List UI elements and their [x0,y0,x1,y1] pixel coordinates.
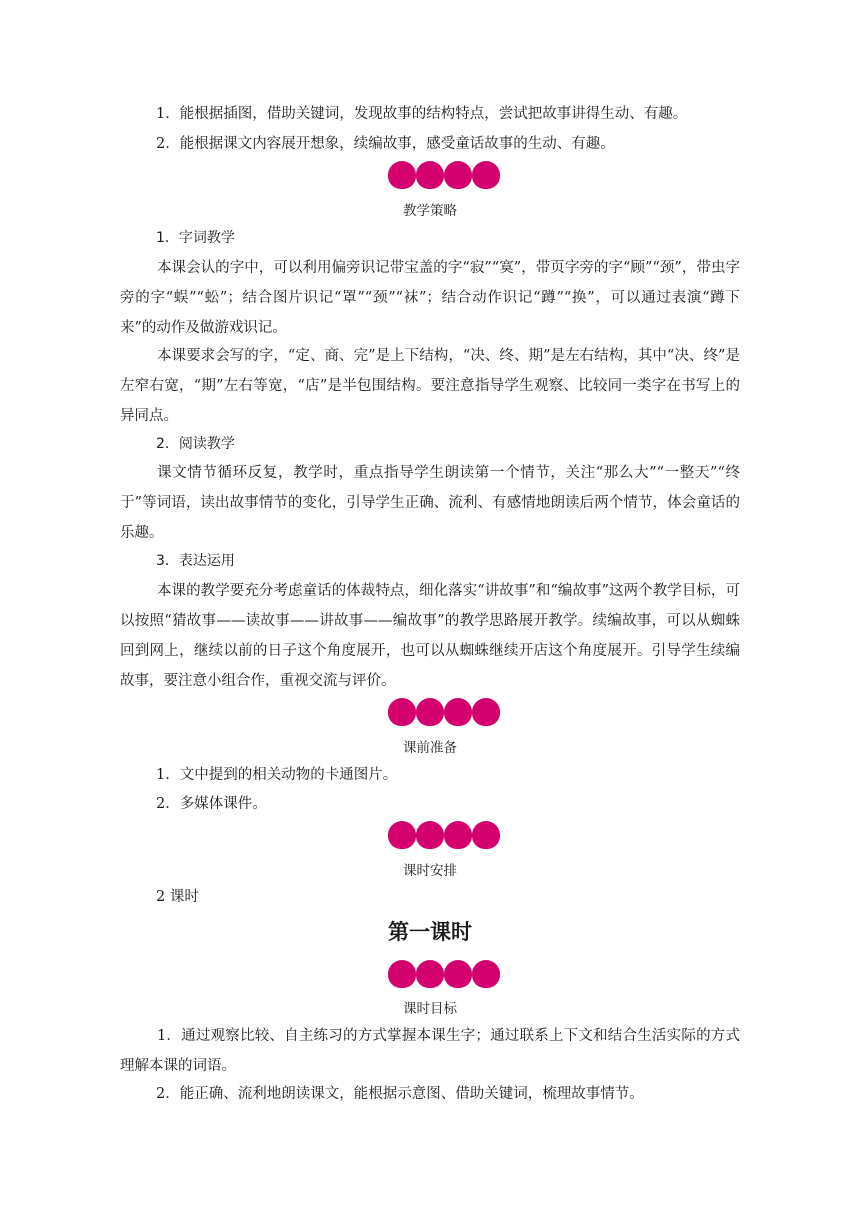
section-divider-dots [388,161,500,189]
strategy-paragraph-2: 本课要求会写的字，“定、商、完”是上下结构，“决、终、期”是左右结构，其中“决、终”是左窄右宽，“期”左右等宽，“店”是半包围结构。要注意指导学生观察、比较同一类字在书写上的异同点。 [120,348,740,424]
section-title-lesson-goals: 课时目标 [403,1001,457,1017]
objective-1: 1．能根据插图，借助关键词，发现故事的结构特点，尝试把故事讲得生动、有趣。 [156,106,688,122]
strategy-heading-2: 2．阅读教学 [156,436,235,452]
objective-2: 2．能根据课文内容展开想象，续编故事，感受童话故事的生动、有趣。 [156,136,615,152]
strategy-heading-3: 3．表达运用 [156,553,235,569]
strategy-heading-1: 1．字词教学 [156,230,235,246]
section-title-preparation: 课前准备 [403,740,457,756]
section-title-strategy: 教学策略 [403,203,457,219]
strategy-paragraph-3: 课文情节循环反复，教学时，重点指导学生朗读第一个情节，关注“那么大”“一整天”“终于”等词语，读出故事情节的变化，引导学生正确、流利、有感情地朗读后两个情节，体会童话的乐趣。 [120,465,740,541]
lesson-goal-2: 2．能正确、流利地朗读课文，能根据示意图、借助关键词，梳理故事情节。 [156,1086,644,1102]
section-title-schedule: 课时安排 [403,863,457,879]
schedule-text: 2 课时 [156,889,199,905]
lesson-title: 第一课时 [388,920,472,944]
preparation-item-1: 1．文中提到的相关动物的卡通图片。 [156,767,398,783]
section-divider-dots [388,960,500,988]
strategy-paragraph-1: 本课会认的字中，可以利用偏旁识记带宝盖的字“寂”“寞”，带页字旁的字“顾”“颈”，带虫字旁的字“蜈”“蚣”；结合图片识记“罩”“颈”“袜”；结合动作识记“蹲”“换”，可以通过表演“蹲下来”的动作及做游戏识记。 [120,260,740,336]
lesson-goal-1: 1．通过观察比较、自主练习的方式掌握本课生字；通过联系上下文和结合生活实际的方式理解本课的词语。 [120,1028,740,1074]
strategy-paragraph-4: 本课的教学要充分考虑童话的体裁特点，细化落实“讲故事”和“编故事”这两个教学目标，可以按照“猜故事——读故事——讲故事——编故事”的教学思路展开教学。续编故事，可以从蜘蛛回到网上，继续以前的日子这个角度展开，也可以从蜘蛛继续开店这个角度展开。引导学生续编故事，要注意小组合作，重视交流与评价。 [120,583,740,689]
section-divider-dots [388,698,500,726]
preparation-item-2: 2．多媒体课件。 [156,796,267,812]
section-divider-dots [388,821,500,849]
